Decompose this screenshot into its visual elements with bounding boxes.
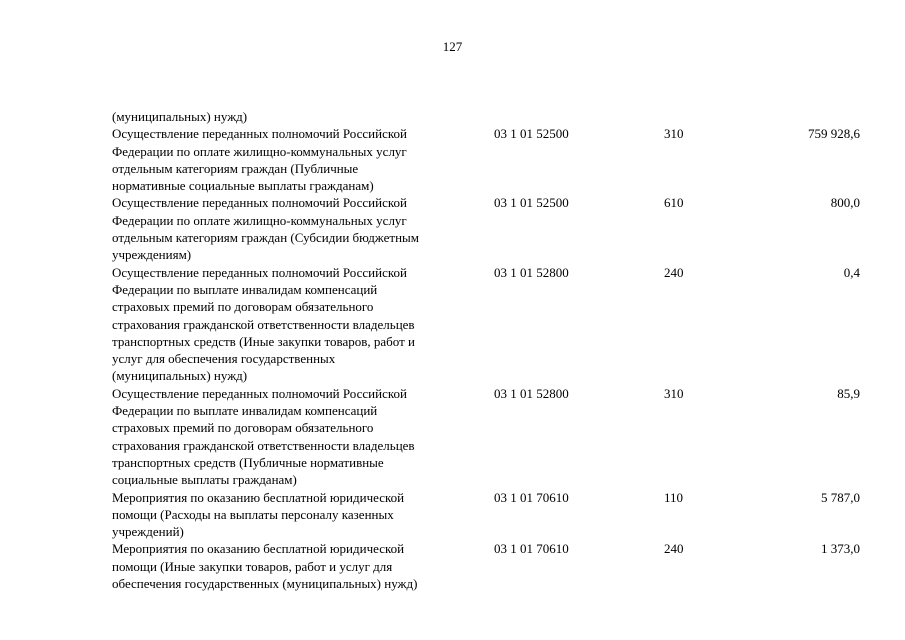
continuation-text: (муниципальных) нужд) [112,109,248,124]
description-line: помощи (Расходы на выплаты персоналу казенных [112,506,394,522]
row-expense-type: 310 [664,385,684,401]
row-expense-type: 240 [664,264,684,280]
description-line: страховых премий по договорам обязательного [112,420,374,436]
budget-table [112,108,860,592]
row-expense-type: 240 [664,541,684,557]
description-line: Федерации по оплате жилищно-коммунальных услуг [112,212,407,228]
description-line: Осуществление переданных полномочий Российской [112,195,407,211]
description-line: помощи (Иные закупки товаров, работ и услуг для [112,558,393,574]
description-line: нормативные социальные выплаты гражданам) [112,178,374,194]
table-row [112,264,860,385]
row-amount: 800,0 [830,195,860,211]
description-line: Мероприятия по оказанию бесплатной юридической [112,489,405,505]
description-line: обеспечения государственных (муниципальных) нужд) [112,576,418,592]
table-row [112,540,860,592]
description-line: услуг для обеспечения государственных [112,351,336,367]
row-code: 03 1 01 70610 [494,541,569,557]
description-line: транспортных средств (Публичные нормативные [112,454,384,470]
description-line: Федерации по оплате жилищно-коммунальных услуг [112,143,407,159]
description-line: Осуществление переданных полномочий Российской [112,126,407,142]
table-row [112,385,860,489]
description-line: транспортных средств (Иные закупки товаров, работ и [112,333,415,349]
table-row [112,489,860,541]
description-line: учреждениям) [112,247,192,263]
row-code: 03 1 01 52500 [494,195,569,211]
description-line: страховых премий по договорам обязательного [112,299,374,315]
row-expense-type: 310 [664,126,684,142]
row-amount: 759 928,6 [808,126,860,142]
row-amount: 85,9 [837,385,860,401]
row-amount: 1 373,0 [821,541,860,557]
row-code: 03 1 01 52500 [494,126,569,142]
description-line: Федерации по выплате инвалидам компенсаций [112,403,378,419]
description-line: социальные выплаты гражданам) [112,472,297,488]
page-number: 127 [442,39,463,54]
row-description [112,194,494,263]
description-line: отдельным категориям граждан (Субсидии бюджетным [112,230,419,246]
description-line: Мероприятия по оказанию бесплатной юридической [112,541,405,557]
description-line: учреждений) [112,524,184,540]
table-row-continuation [112,108,860,125]
row-expense-type: 110 [664,489,684,505]
description-line: Осуществление переданных полномочий Российской [112,264,407,280]
description-line: Федерации по выплате инвалидам компенсаций [112,281,378,297]
row-description [112,264,494,385]
row-expense-type: 610 [664,195,684,211]
description-line: страхования гражданской ответственности владельцев [112,316,415,332]
row-code: 03 1 01 52800 [494,385,569,401]
row-amount: 0,4 [843,264,860,280]
description-line: (муниципальных) нужд) [112,368,248,384]
row-description [112,489,494,541]
table-row [112,194,860,263]
description-line: Осуществление переданных полномочий Российской [112,385,407,401]
row-code: 03 1 01 52800 [494,264,569,280]
row-description [112,385,494,489]
description-line: отдельным категориям граждан (Публичные [112,160,359,176]
row-amount: 5 787,0 [821,489,860,505]
row-description [112,125,494,194]
row-description [112,540,494,592]
description-line: страхования гражданской ответственности владельцев [112,437,415,453]
row-code: 03 1 01 70610 [494,489,569,505]
table-row [112,125,860,194]
